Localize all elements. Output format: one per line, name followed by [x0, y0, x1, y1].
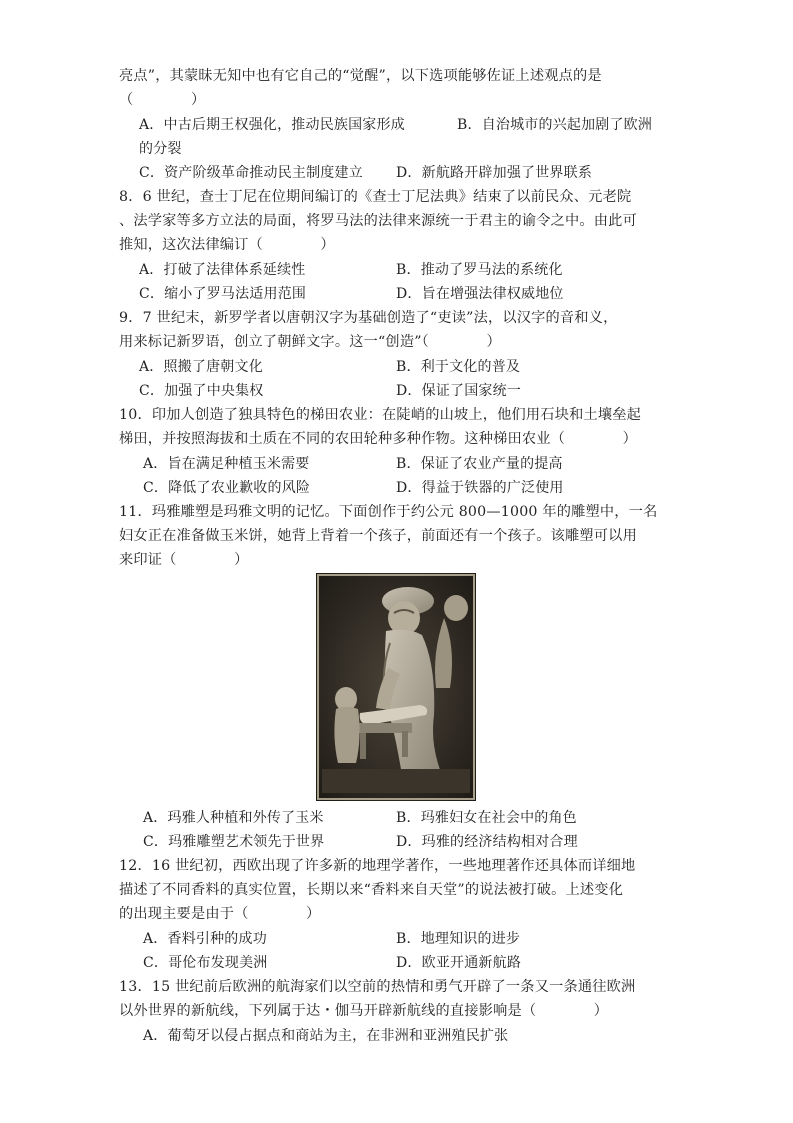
q13-option-a: A．葡萄牙以侵占据点和商站为主，在非洲和亚洲殖民扩张 — [143, 1028, 509, 1044]
q10-option-d: D．得益于铁器的广泛使用 — [396, 480, 564, 496]
q9-stem-line2: 用来标记新罗语，创立了朝鲜文字。这一“创造”（ ） — [119, 334, 501, 350]
q7-answer-blank: （ ） — [119, 92, 206, 108]
q11-stem-line1: 11．玛雅雕塑是玛雅文明的记忆。下面创作于约公元 800—1000 年的雕塑中，一名 — [119, 504, 658, 520]
q11-option-a: A．玛雅人种植和外传了玉米 — [143, 810, 324, 826]
maya-sculpture-photo — [316, 573, 476, 801]
q11-option-b: B．玛雅妇女在社会中的角色 — [396, 810, 577, 826]
q12-stem-line2: 描述了不同香料的真实位置，长期以来“香料来自天堂”的说法被打破。上述变化 — [119, 882, 624, 898]
q7-option-b-continued: 的分裂 — [139, 141, 182, 157]
q7-option-d: D．新航路开辟加强了世界联系 — [396, 165, 593, 181]
q9-stem-line1: 9．7 世纪末，新罗学者以唐朝汉字为基础创造了“吏读”法，以汉字的音和义， — [119, 310, 618, 326]
q12-option-a: A．香料引种的成功 — [143, 931, 267, 947]
q11-stem-line3: 来印证（ ） — [119, 552, 249, 568]
q7-option-a: A．中古后期王权强化，推动民族国家形成 — [139, 117, 405, 133]
q12-stem-line1: 12．16 世纪初，西欧出现了许多新的地理学著作，一些地理著作还具体而详细地 — [119, 858, 636, 874]
q8-option-d: D．旨在增强法律权威地位 — [396, 286, 564, 302]
q8-stem-line1: 8．6 世纪，查士丁尼在位期间编订的《查士丁尼法典》结束了以前民众、元老院 — [119, 189, 632, 205]
q9-option-b: B．利于文化的普及 — [396, 359, 521, 375]
q10-stem-line2: 梯田，并按照海拔和土质在不同的农田轮种多种作物。这种梯田农业（ ） — [119, 431, 637, 447]
q7-option-b: B．自治城市的兴起加剧了欧洲 — [457, 117, 653, 133]
q11-option-c: C．玛雅雕塑艺术领先于世界 — [143, 834, 325, 850]
q9-option-c: C．加强了中央集权 — [139, 383, 264, 399]
q10-option-c: C．降低了农业歉收的风险 — [143, 480, 311, 496]
q9-option-a: A．照搬了唐朝文化 — [139, 359, 263, 375]
q7-stem-line1: 亮点”，其蒙昧无知中也有它自己的“觉醒”，以下选项能够佐证上述观点的是 — [119, 68, 602, 84]
q8-option-b: B．推动了罗马法的系统化 — [396, 262, 563, 278]
q8-stem-line3: 推知，这次法律编订（ ） — [119, 237, 335, 253]
q11-option-d: D．玛雅的经济结构相对合理 — [396, 834, 578, 850]
q10-option-a: A．旨在满足种植玉米需要 — [143, 456, 310, 472]
q11-stem-line2: 妇女正在准备做玉米饼，她背上背着一个孩子，前面还有一个孩子。该雕塑可以用 — [119, 528, 637, 544]
q12-option-b: B．地理知识的进步 — [396, 931, 521, 947]
q8-stem-line2: 、法学家等多方立法的局面，将罗马法的法律来源统一于君主的谕令之中。由此可 — [119, 213, 637, 229]
q12-stem-line3: 的出现主要是由于（ ） — [119, 906, 321, 922]
q10-stem-line1: 10．印加人创造了独具特色的梯田农业：在陡峭的山坡上，他们用石块和土壤垒起 — [119, 407, 642, 423]
q12-option-c: C．哥伦布发现美洲 — [143, 955, 268, 971]
q9-option-d: D．保证了国家统一 — [396, 383, 522, 399]
q13-stem-line2: 以外世界的新航线，下列属于达・伽马开辟新航线的直接影响是（ ） — [119, 1003, 609, 1019]
q13-stem-line1: 13．15 世纪前后欧洲的航海家们以空前的热情和勇气开辟了一条又一条通往欧洲 — [119, 979, 636, 995]
q10-option-b: B．保证了农业产量的提高 — [396, 456, 563, 472]
q7-option-c: C．资产阶级革命推动民主制度建立 — [139, 165, 363, 181]
q8-option-a: A．打破了法律体系延续性 — [139, 262, 306, 278]
q8-option-c: C．缩小了罗马法适用范围 — [139, 286, 307, 302]
q12-option-d: D．欧亚开通新航路 — [396, 955, 522, 971]
